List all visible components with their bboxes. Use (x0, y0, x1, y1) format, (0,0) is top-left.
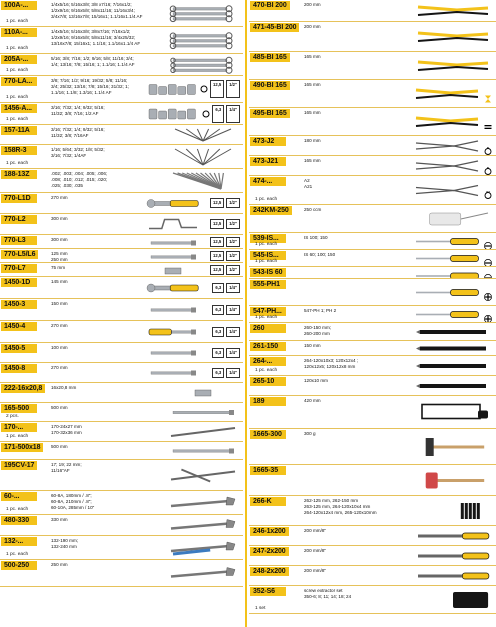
catalog-row (249, 429, 496, 465)
left-column (0, 0, 243, 627)
catalog-row (0, 460, 243, 491)
item-code: 352-S6 (250, 587, 286, 596)
catalog-row (0, 249, 243, 263)
cross-icon (484, 288, 492, 296)
piece-count: 1 pc. each (6, 46, 29, 51)
item-description: 200 mm (304, 24, 321, 29)
item-description: 3/16; 7/32; 1/4; 9/32; 5/16; 11/32; 3/8; 7/16; 1/2 AF (51, 105, 105, 116)
tool-image (167, 384, 239, 403)
tool-image (145, 278, 201, 299)
catalog-row (249, 108, 496, 136)
tool-image (412, 137, 482, 156)
tool-image (412, 109, 482, 136)
tool-image (145, 300, 201, 321)
item-description: A2 A21 (304, 178, 313, 189)
piece-count: 1 pc. each (6, 161, 29, 166)
item-description: 1/16; 5/64; 3/32; 1/8; 5/32; 3/16; 7/32; 1/4AF (51, 147, 105, 158)
cross-icon (484, 310, 492, 318)
catalog-row (0, 0, 243, 27)
tool-image (145, 215, 201, 235)
item-description: 200 mm (304, 2, 321, 7)
item-description: 120x10 mm (304, 378, 329, 383)
catalog-row (249, 22, 496, 52)
tool-image (167, 443, 239, 460)
drive-badge: 12,5 (210, 219, 224, 229)
drive-badge: 1/4" (226, 348, 240, 358)
drive-badge: 6,3 (212, 105, 224, 123)
item-code: 222-16x20,8 (1, 384, 45, 393)
tool-image (167, 28, 239, 54)
tool-image (414, 342, 492, 356)
item-code: 171-500x18 (1, 443, 43, 452)
item-description: 500 mm (51, 444, 68, 449)
tool-image (145, 322, 201, 343)
item-description: 270 mm (51, 365, 68, 370)
piece-count: 1 pc. each (255, 368, 278, 373)
item-code: 471-45-BI 200 (250, 23, 299, 32)
tool-image (414, 357, 492, 376)
item-description: 300 g (304, 431, 316, 436)
catalog-row (0, 54, 243, 76)
item-description: 200 mm/8" (304, 528, 327, 533)
catalog-row (249, 465, 496, 496)
catalog-row (249, 250, 496, 267)
drive-badge: 12,5 (210, 265, 224, 275)
socket-ring-icon (202, 105, 210, 123)
catalog-row (0, 422, 243, 442)
tool-image (414, 206, 492, 233)
drive-size-badges (212, 283, 240, 293)
catalog-row (0, 125, 243, 145)
item-description: 150 mm (304, 343, 321, 348)
drive-badge: 1/4" (226, 105, 240, 123)
catalog-row (249, 306, 496, 323)
catalog-row (249, 80, 496, 108)
item-description: 270 mm (51, 323, 68, 328)
item-code: 170-... (1, 423, 37, 432)
piece-count: 1 set (255, 606, 266, 611)
tool-image (145, 236, 201, 249)
catalog-row (0, 560, 243, 587)
tool-image (414, 587, 492, 614)
item-description: 16x20,8 mm (51, 385, 77, 390)
catalog-row (249, 546, 496, 566)
item-description: 17; 19; 22 mm; 11/16"AF (51, 462, 82, 473)
item-code: 485-BI 165 (250, 53, 290, 62)
catalog-row (0, 403, 243, 422)
drive-badge: 1/2" (226, 251, 240, 261)
catalog-row (0, 169, 243, 193)
item-description: 180 mm (304, 138, 321, 143)
tool-image (414, 466, 492, 496)
catalog-row (0, 299, 243, 321)
item-code: 770-L1D (1, 194, 37, 203)
in-icon (484, 162, 492, 170)
piece-count: 1 pc. each (6, 19, 29, 24)
slot-icon (484, 237, 492, 245)
tool-image (412, 234, 482, 250)
tool-image (145, 194, 201, 214)
item-description: 165 mm (304, 82, 321, 87)
tool-image (414, 497, 492, 526)
catalog-row (249, 0, 496, 22)
catalog-row (249, 526, 496, 546)
tool-image (414, 430, 492, 465)
item-code: 165-500 (1, 404, 37, 413)
drive-badge: 12,5 (210, 237, 224, 247)
drive-badge: 1/4" (226, 368, 240, 378)
item-code: 110A-... (1, 28, 37, 37)
item-description: 100 mm (51, 345, 68, 350)
item-code: 1665-300 (250, 430, 286, 439)
item-description: .002; .003; .004; .005; .006; .008; .010; .012; .015; .020; .025; .030; .035 (51, 171, 108, 188)
item-description: 132-190 mm; 132-240 mm (51, 538, 79, 549)
tool-image (145, 344, 201, 363)
piece-count: 1 pc. each (6, 68, 29, 73)
out-icon (484, 186, 492, 194)
right-column (249, 0, 496, 627)
drive-size-badges (212, 368, 240, 378)
item-code: 547-PH... (250, 307, 286, 316)
item-code: 247-2x200 (250, 547, 289, 556)
svg-text:OUT: OUT (485, 191, 491, 194)
item-code: 189 (250, 397, 286, 406)
drive-size-badges (210, 251, 240, 261)
item-code: 158R-3 (1, 146, 37, 155)
catalog-row (0, 321, 243, 343)
tool-image (412, 280, 482, 306)
item-description: 250 mm (51, 562, 68, 567)
tool-image (167, 146, 239, 169)
piece-count: 1 pc. each (6, 507, 29, 512)
catalog-row (0, 515, 243, 536)
tool-image (167, 126, 239, 145)
drive-size-badges (210, 219, 240, 229)
item-code: 264-... (250, 357, 286, 366)
tool-image (414, 527, 492, 546)
item-description: 200 mm/8" (304, 568, 327, 573)
item-code: 490-BI 165 (250, 81, 290, 90)
item-code: 470-BI 200 (250, 1, 290, 10)
tool-image (412, 157, 482, 176)
drive-badge: 6,3 (212, 348, 224, 358)
tool-image (412, 81, 482, 108)
item-description: 262-125 mm, 262-150 mm 263-125 mm, 264-120x10x4 mm 264-120x12x4 mm, 265-120x10mm (304, 498, 377, 515)
drive-badge: 1/2" (226, 265, 240, 275)
svg-text:IN: IN (487, 147, 489, 150)
column-divider (245, 0, 247, 627)
drive-size-badges (202, 105, 240, 123)
drive-size-badges (210, 198, 240, 208)
socket-ring-icon (200, 80, 208, 98)
item-description: 547-PH 1; PH 2 (304, 308, 337, 313)
catalog-row (0, 27, 243, 54)
item-description: 75 mm (51, 265, 66, 270)
item-description: 200 mm/8" (304, 548, 327, 553)
item-description: 165 mm (304, 54, 321, 59)
piece-count: 1 pc. each (255, 259, 278, 264)
tool-image (167, 55, 239, 76)
item-description: 3/16; 7/32; 1/4; 9/32; 5/16; 11/32; 3/8; 7/16AF (51, 127, 105, 138)
item-code: 543-IS 60 (250, 268, 286, 277)
item-code: 157-11A (1, 126, 37, 135)
item-description: 125 mm 250 mm (51, 251, 68, 262)
drive-badge: 1/4" (226, 283, 240, 293)
catalog-row (249, 356, 496, 376)
item-code: 480-330 (1, 516, 37, 525)
item-code: 770-L2 (1, 215, 37, 224)
item-description: 170-24x27 mm 170-32x36 mm (51, 424, 82, 435)
catalog-row (0, 214, 243, 235)
item-code: 555-PH1 (250, 280, 286, 289)
item-code: 246-1x200 (250, 527, 289, 536)
item-description: 500 mm (51, 405, 68, 410)
slot-icon (484, 254, 492, 262)
drive-badge: 1/4" (226, 327, 240, 337)
item-description: 150 mm (51, 301, 68, 306)
catalog-row (249, 586, 496, 614)
drive-badge: 6,3 (212, 327, 224, 337)
tool-image (167, 537, 239, 560)
item-description: 165 mm (304, 110, 321, 115)
tool-image (414, 1, 492, 22)
item-description: 270 mm (51, 195, 68, 200)
catalog-row (249, 267, 496, 279)
catalog-row (249, 341, 496, 356)
catalog-row (0, 277, 243, 299)
piece-count: 1 pc. each (255, 315, 278, 320)
catalog-row (0, 145, 243, 169)
item-code: 100A-... (1, 1, 37, 10)
catalog-row (0, 103, 243, 125)
tool-image (414, 53, 492, 80)
item-description: 1/4x5/16; 5/16x3/8; 3/8x7/16; 7/16x1/2; 1/2x9/16; 9/16x5/8; 5/8x11/16; 3/4x25/32; 13/16x7/8; 15/16x1; 1.1/16; 1.1/16x1.1/4 AF (51, 29, 141, 46)
catalog-row (249, 566, 496, 586)
tool-image (414, 547, 492, 566)
item-code: 770-L7 (1, 264, 37, 273)
catalog-row (249, 233, 496, 250)
tool-image (412, 251, 482, 267)
drive-badge: 12,5 (210, 80, 224, 98)
piece-count: 1 pc. each (6, 117, 29, 122)
piece-count: 1 pc. each (255, 197, 278, 202)
item-description: 1/4x5/16; 5/16x3/8; 3/8 x7/16; 7/16x1/2; 1/2x9/16; 9/16x5/8; 5/8x11/16; 11/16x3/4; 3/4x7/8; 13/16x7/8; 15/16x1; 1.1/16x1.1/4 AF (51, 2, 143, 19)
drive-badge: 6,3 (212, 368, 224, 378)
tool-image (414, 324, 492, 341)
tool-image (412, 177, 482, 205)
tool-image (145, 364, 201, 383)
drive-badge: 6,3 (212, 305, 224, 315)
tool-image (167, 492, 239, 515)
catalog-row (249, 205, 496, 233)
item-code: 770-LA... (1, 77, 37, 86)
drive-size-badges (212, 327, 240, 337)
item-code: 205A-... (1, 55, 37, 64)
catalog-row (249, 52, 496, 80)
drive-badge: 12,5 (210, 251, 224, 261)
tool-image (167, 404, 239, 422)
tool-image (167, 170, 239, 193)
item-description: 260-150 mm; 260-200 mm (304, 325, 332, 336)
item-code: 1450-5 (1, 344, 37, 353)
piece-count: 1 pc. each (6, 95, 29, 100)
catalog-row (0, 235, 243, 249)
catalog-row (0, 193, 243, 214)
item-code: 261-150 (250, 342, 286, 351)
item-description: 264-120x10x3; 120x12x4 ; 120x12x5; 120x12x8 mm (304, 358, 359, 369)
drive-badge: 12,5 (210, 198, 224, 208)
item-description: 250 ccm (304, 207, 322, 212)
item-description: 60-8A, 180mm / .8"; 60-8A, 210mm / .8"; 60-10A, 285mm / 10" (51, 493, 95, 510)
item-code: 1665-35 (250, 466, 286, 475)
tool-image (167, 1, 239, 27)
item-code: 1450-3 (1, 300, 37, 309)
catalog-row (249, 323, 496, 341)
tool-image (414, 377, 492, 396)
tool-image (414, 397, 492, 429)
item-code: 495-BI 165 (250, 109, 290, 118)
tool-image (145, 77, 201, 103)
catalog-row (0, 491, 243, 515)
item-code: 545-IS... (250, 251, 286, 260)
item-description: 300 mm (51, 237, 68, 242)
drive-badge: 1/2" (226, 219, 240, 229)
item-code: 266-K (250, 497, 286, 506)
piece-count: 1 pc. each (6, 552, 29, 557)
item-description: 165 mm (304, 158, 321, 163)
item-code: 265-10 (250, 377, 286, 386)
piece-count: 2 pcs. (6, 414, 19, 419)
tool-image (167, 516, 239, 536)
drive-size-badges (212, 305, 240, 315)
tool-image (412, 307, 482, 323)
item-code: 188-13Z (1, 170, 37, 179)
svg-text:IN: IN (487, 167, 489, 170)
item-code: 500-250 (1, 561, 37, 570)
item-code: 473-J21 (250, 157, 286, 166)
tool-image (167, 561, 239, 587)
drive-size-badges (210, 265, 240, 275)
slot-icon (484, 269, 492, 277)
catalog-row (0, 536, 243, 560)
catalog-row (0, 442, 243, 460)
item-code: 248-2x200 (250, 567, 289, 576)
item-code: 539-IS... (250, 234, 286, 243)
hourglass-icon (484, 90, 492, 98)
catalog-row (249, 156, 496, 176)
tool-image (414, 567, 492, 586)
item-description: 5/16; 3/8; 7/16; 1/2; 9/16; 5/8; 11/16; 3/4; 1/4; 13/16; 7/8; 15/16; 1; 1.1/16; 1.1/4 AF (51, 56, 135, 67)
piece-count: 1 pc. each (255, 242, 278, 247)
catalog-row (249, 396, 496, 429)
item-code: 1456-A... (1, 104, 37, 113)
item-description: screw extractor set 350-6; 8; 11; 14; 18; 24 (304, 588, 352, 599)
drive-size-badges (210, 237, 240, 247)
item-code: 132-... (1, 537, 37, 546)
piece-count: 1 pc. each (6, 434, 29, 439)
item-code: 1450-4 (1, 322, 37, 331)
item-description: 330 mm (51, 517, 68, 522)
item-code: 1450-1D (1, 278, 37, 287)
item-description: 3/8; 7/16; 1/2; 9/16; 19/32; 5/8; 11/16; 3/4; 25/32; 13/16; 7/8; 15/16; 31/32; 1; 1.1/16; 1.1/8; 1.3/16; 1.1/4 AF (51, 78, 129, 95)
drive-badge: 6,3 (212, 283, 224, 293)
catalog-row (249, 176, 496, 205)
item-code: 770-L5/L6 (1, 250, 38, 259)
tool-image (145, 250, 201, 263)
item-code: 473-J2 (250, 137, 286, 146)
item-code: 1450-8 (1, 364, 37, 373)
item-description: IS 100; 150 (304, 235, 328, 240)
drive-badge: 1/2" (226, 80, 240, 98)
catalog-row (0, 263, 243, 277)
item-code: 260 (250, 324, 286, 333)
tool-image (167, 423, 239, 442)
item-code: 770-L3 (1, 236, 37, 245)
tool-image (414, 23, 492, 52)
tool-image (167, 461, 239, 491)
drive-badge: 1/2" (226, 237, 240, 247)
item-code: 474-... (250, 177, 286, 186)
tool-image (145, 264, 201, 277)
item-code: 195CV-17 (1, 461, 37, 470)
catalog-row (249, 136, 496, 156)
catalog-row (249, 496, 496, 526)
drive-badge: 1/2" (226, 198, 240, 208)
item-description: 420 mm (304, 398, 321, 403)
drive-size-badges (212, 348, 240, 358)
item-code: 60-... (1, 492, 37, 501)
catalog-row (249, 279, 496, 306)
in-icon (484, 142, 492, 150)
catalog-row (0, 383, 243, 403)
item-description: 145 mm (51, 279, 68, 284)
drive-size-badges (200, 80, 240, 98)
tool-image (412, 268, 482, 279)
catalog-row (0, 343, 243, 363)
drive-badge: 1/4" (226, 305, 240, 315)
equals-icon (484, 118, 492, 126)
tool-image (145, 104, 201, 125)
catalog-row (0, 76, 243, 103)
item-description: 300 mm (51, 216, 68, 221)
catalog-row (0, 363, 243, 383)
item-description: IS 60; 100; 150 (304, 252, 336, 257)
item-code: 242KM-250 (250, 206, 292, 215)
catalog-row (249, 376, 496, 396)
